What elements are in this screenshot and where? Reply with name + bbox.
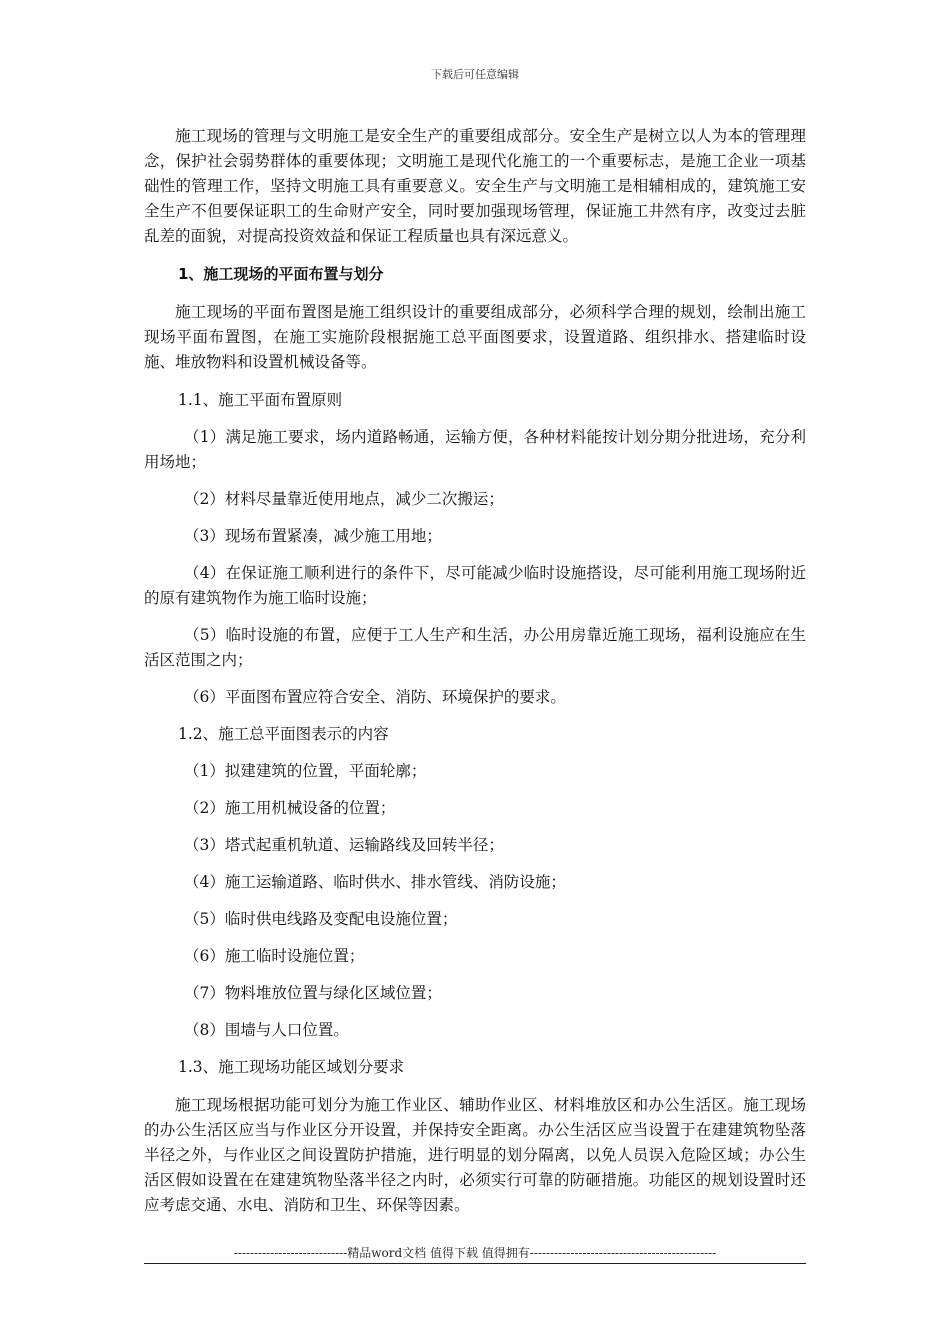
footer-rule xyxy=(144,1263,806,1264)
section-1-3-heading: 1.3、施工现场功能区域划分要求 xyxy=(178,1058,405,1076)
list-item: （4）施工运输道路、临时供水、排水管线、消防设施； xyxy=(184,873,566,891)
section-1-heading: 1、施工现场的平面布置与划分 xyxy=(178,265,384,283)
page-footer: ----------------------------精品word文档 值得下载 值得拥有---------------------------------------------- xyxy=(233,1246,717,1260)
document-body xyxy=(144,124,806,1218)
list-item: （4）在保证施工顺利进行的条件下，尽可能减少临时设施搭设，尽可能利用施工现场附近的原有建筑物作为施工临时设施； xyxy=(144,564,806,607)
section-1-paragraph: 施工现场的平面布置图是施工组织设计的重要组成部分，必须科学合理的规划，绘制出施工现场平面布置图，在施工实施阶段根据施工总平面图要求，设置道路、组织排水、搭建临时设施、堆放物料和设置机械设备等。 xyxy=(144,303,806,371)
list-item: （7）物料堆放位置与绿化区域位置； xyxy=(184,984,442,1002)
section-1-2-heading: 1.2、施工总平面图表示的内容 xyxy=(178,725,389,743)
list-item: （1）拟建建筑的位置，平面轮廓； xyxy=(184,762,427,780)
section-1-3-paragraph: 施工现场根据功能可划分为施工作业区、辅助作业区、材料堆放区和办公生活区。施工现场的办公生活区应当与作业区分开设置，并保持安全距离。办公生活区应当设置于在建建筑物坠落半径之外，与作业区之间设置防护措施，进行明显的划分隔离，以免人员误入危险区域；办公生活区假如设置在在建建筑物坠落半径之内时，必须实行可靠的防砸措施。功能区的规划设置时还应考虑交通、水电、消防和卫生、环保等因素。 xyxy=(144,1096,806,1214)
list-item: （5）临时设施的布置，应便于工人生产和生活，办公用房靠近施工现场，福利设施应在生活区范围之内； xyxy=(144,626,806,669)
list-item: （1）满足施工要求，场内道路畅通，运输方便，各种材料能按计划分期分批进场，充分利用场地； xyxy=(144,428,806,471)
list-item: （6）平面图布置应符合安全、消防、环境保护的要求。 xyxy=(184,688,566,706)
list-item: （2）施工用机械设备的位置； xyxy=(184,799,396,817)
list-item: （8）围墙与人口位置。 xyxy=(184,1021,349,1039)
list-item: （6）施工临时设施位置； xyxy=(184,947,365,965)
list-item: （3）现场布置紧凑，减少施工用地； xyxy=(184,527,442,545)
list-item: （2）材料尽量靠近使用地点，减少二次搬运； xyxy=(184,490,504,508)
section-1-1-heading: 1.1、施工平面布置原则 xyxy=(178,391,343,409)
list-item: （3）塔式起重机轨道、运输路线及回转半径； xyxy=(184,836,504,854)
page-header: 下载后可任意编辑 xyxy=(431,68,519,81)
list-item: （5）临时供电线路及变配电设施位置； xyxy=(184,910,458,928)
intro-paragraph: 施工现场的管理与文明施工是安全生产的重要组成部分。安全生产是树立以人为本的管理理念，保护社会弱势群体的重要体现；文明施工是现代化施工的一个重要标志，是施工企业一项基础性的管理工作，坚持文明施工具有重要意义。安全生产与文明施工是相辅相成的，建筑施工安全生产不但要保证职工的生命财产安全，同时要加强现场管理，保证施工井然有序，改变过去脏乱差的面貌，对提高投资效益和保证工程质量也具有深远意义。 xyxy=(144,127,806,245)
